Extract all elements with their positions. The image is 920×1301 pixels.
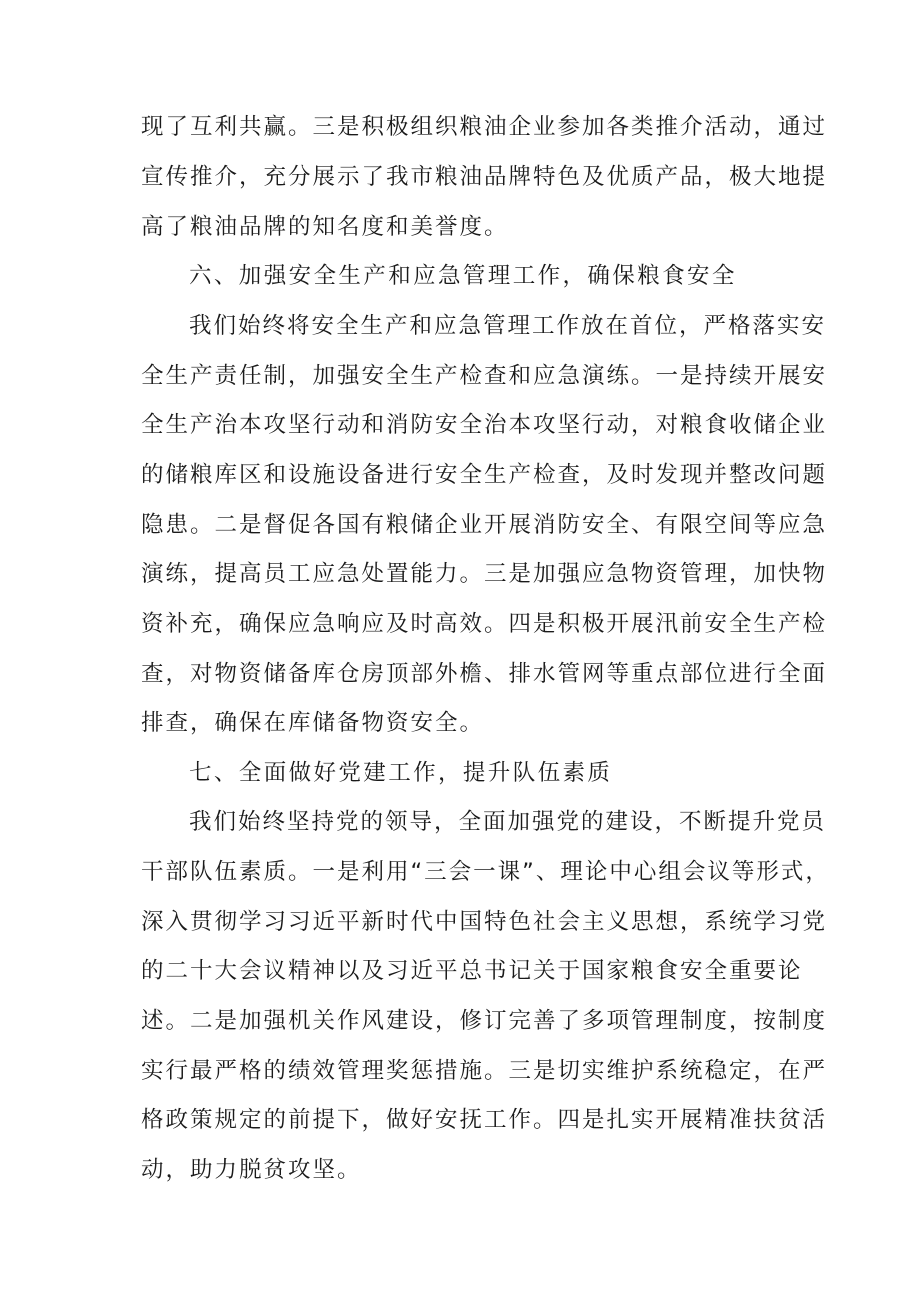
text-line: 查，对物资储备库仓房顶部外檐、排水管网等重点部位进行全面: [141, 661, 828, 687]
text-line: 现了互利共赢。三是积极组织粮油企业参加各类推介活动，通过: [141, 114, 828, 140]
text-line: 深入贯彻学习习近平新时代中国特色社会主义思想，系统学习党: [141, 909, 828, 935]
text-line: 全生产责任制，加强安全生产检查和应急演练。一是持续开展安: [141, 363, 828, 389]
text-line: 隐患。二是督促各国有粮储企业开展消防安全、有限空间等应急: [141, 512, 828, 538]
text-line: 干部队伍素质。一是利用“三会一课”、理论中心组会议等形式，: [141, 859, 830, 885]
text-line: 述。二是加强机关作风建设，修订完善了多项管理制度，按制度: [141, 1008, 828, 1034]
paragraph-first-line: 我们始终坚持党的领导，全面加强党的建设，不断提升党员: [189, 809, 827, 835]
text-line: 全生产治本攻坚行动和消防安全治本攻坚行动，对粮食收储企业: [141, 412, 828, 438]
text-line: 演练，提高员工应急处置能力。三是加强应急物资管理，加快物: [141, 561, 828, 587]
text-line: 宣传推介，充分展示了我市粮油品牌特色及优质产品，极大地提: [141, 164, 828, 190]
section-heading-6: 六、加强安全生产和应急管理工作，确保粮食安全: [189, 263, 737, 289]
text-line: 格政策规定的前提下，做好安抚工作。四是扎实开展精准扶贫活: [141, 1107, 828, 1133]
text-line: 资补充，确保应急响应及时高效。四是积极开展汛前安全生产检: [141, 611, 828, 637]
text-line: 高了粮油品牌的知名度和美誉度。: [141, 214, 509, 240]
text-line: 动，助力脱贫攻坚。: [141, 1157, 362, 1183]
paragraph-first-line: 我们始终将安全生产和应急管理工作放在首位，严格落实安: [189, 313, 827, 339]
text-line: 的储粮库区和设施设备进行安全生产检查，及时发现并整改问题: [141, 462, 828, 488]
text-line: 实行最严格的绩效管理奖惩措施。三是切实维护系统稳定，在严: [141, 1058, 828, 1084]
text-line: 排查，确保在库储备物资安全。: [141, 710, 485, 736]
text-line: 的二十大会议精神以及习近平总书记关于国家粮食安全重要论: [141, 958, 803, 984]
section-heading-7: 七、全面做好党建工作，提升队伍素质: [189, 760, 613, 786]
